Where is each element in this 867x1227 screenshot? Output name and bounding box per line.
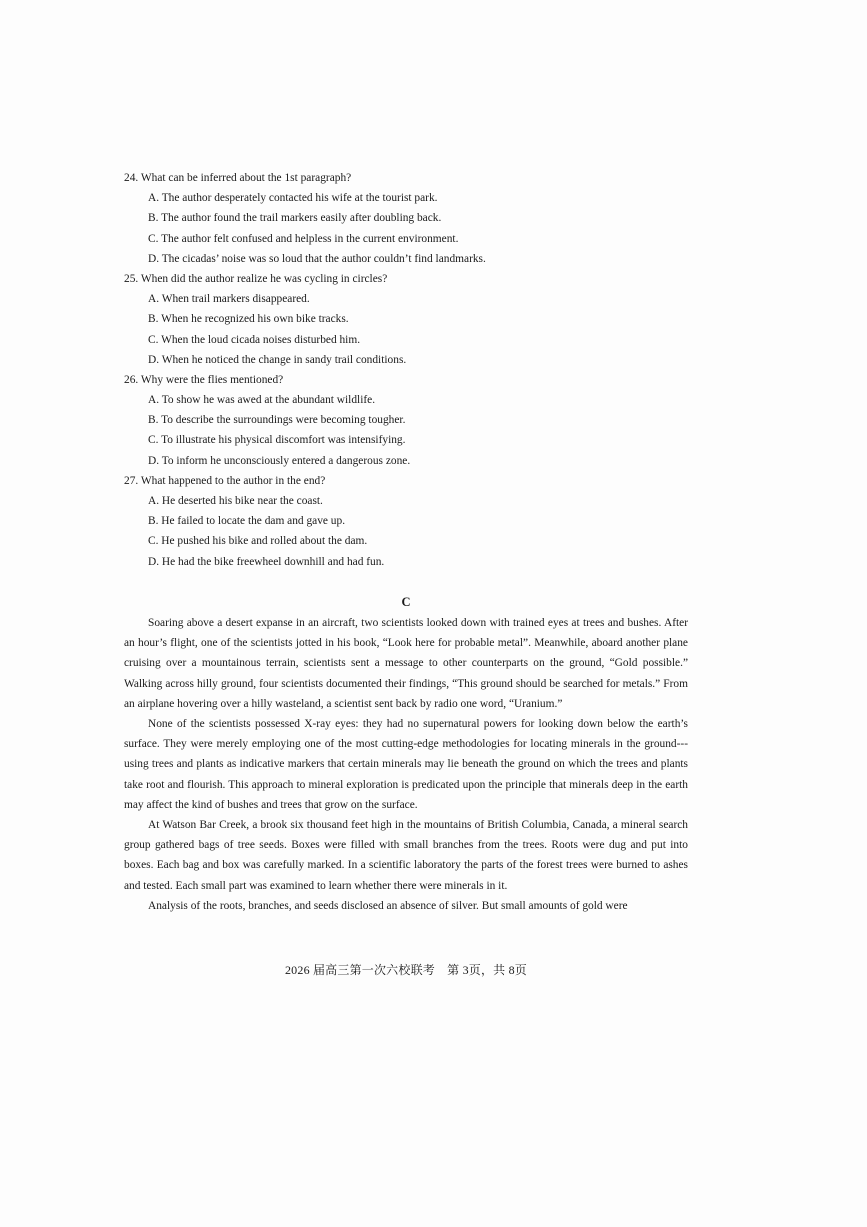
question-27	[124, 471, 704, 572]
passage-paragraph: At Watson Bar Creek, a brook six thousand feet high in the mountains of British Columbia, Canada, a mineral search group gathered bags of tree seeds. Boxes were filled with small branches from the trees. Roots were dug and put into boxes. Each bag and box was carefully marked. In a scientific laboratory the parts of the forest trees were burned to ashes and tested. Each small part was examined to learn whether there were minerals in it.	[124, 819, 688, 892]
answer-option-b: B. To describe the surroundings were becoming tougher.	[148, 414, 406, 427]
passage-paragraph: None of the scientists possessed X-ray eyes: they had no supernatural powers for looking down below the earth’s surface. They were merely employing one of the most cutting-edge methodologies for locating minerals in the ground---using trees and plants as indicative markers that certain minerals may lie beneath the ground on which the trees and plants take root and flourish. This approach to mineral exploration is predicated upon the principle that minerals deep in the earth may affect the kind of bushes and trees that grow on the surface.	[124, 718, 688, 811]
answer-option-c: C. He pushed his bike and rolled about the dam.	[148, 535, 368, 548]
question-stem: 27. What happened to the author in the end?	[124, 474, 326, 487]
answer-option-b: B. The author found the trail markers easily after doubling back.	[148, 212, 442, 225]
answer-option-a: A. The author desperately contacted his wife at the tourist park.	[148, 192, 438, 205]
passage-paragraph: Analysis of the roots, branches, and seeds disclosed an absence of silver. But small amounts of gold were	[148, 899, 628, 912]
answer-option-b: B. When he recognized his own bike tracks.	[148, 313, 349, 326]
answer-option-c: C. To illustrate his physical discomfort was intensifying.	[148, 434, 406, 447]
answer-option-c: C. The author felt confused and helpless in the current environment.	[148, 232, 459, 245]
question-26	[124, 370, 704, 471]
answer-option-a: A. He deserted his bike near the coast.	[148, 495, 323, 507]
question-24	[124, 168, 704, 269]
question-25	[124, 269, 704, 370]
answer-option-d: D. To inform he unconsciously entered a dangerous zone.	[148, 454, 411, 467]
answer-option-d: D. When he noticed the change in sandy trail conditions.	[148, 353, 407, 366]
question-list	[124, 168, 704, 572]
answer-option-a: A. To show he was awed at the abundant wildlife.	[148, 394, 376, 407]
answer-option-d: D. He had the bike freewheel downhill and had fun.	[148, 555, 385, 568]
answer-option-c: C. When the loud cicada noises disturbed him.	[148, 333, 361, 346]
page-footer: 2026 届高三第一次六校联考 第 3页，共 8页	[284, 963, 527, 977]
passage-paragraph: Soaring above a desert expanse in an aircraft, two scientists looked down with trained eyes at trees and bushes. After an hour’s flight, one of the scientists jotted in his book, “Look here for probable metal”. Meanwhile, aboard another plane cruising over a mountainous terrain, scientists sent a message to other counterparts on the ground, “Gold possible.” Walking across hilly ground, four scientists documented their findings, “This ground should be searched for metals.” From an airplane hovering over a hilly wasteland, a scientist sent back by radio one word, “Uranium.”	[124, 617, 688, 710]
question-stem: 26. Why were the flies mentioned?	[124, 373, 284, 386]
answer-option-a: A. When trail markers disappeared.	[148, 293, 310, 306]
question-stem: 25. When did the author realize he was cycling in circles?	[124, 272, 388, 285]
answer-option-d: D. The cicadas’ noise was so loud that the author couldn’t find landmarks.	[148, 252, 486, 265]
answer-option-b: B. He failed to locate the dam and gave up.	[148, 515, 346, 528]
question-stem: 24. What can be inferred about the 1st paragraph?	[124, 172, 352, 184]
reading-passage	[124, 613, 688, 916]
section-heading: C	[401, 595, 411, 609]
